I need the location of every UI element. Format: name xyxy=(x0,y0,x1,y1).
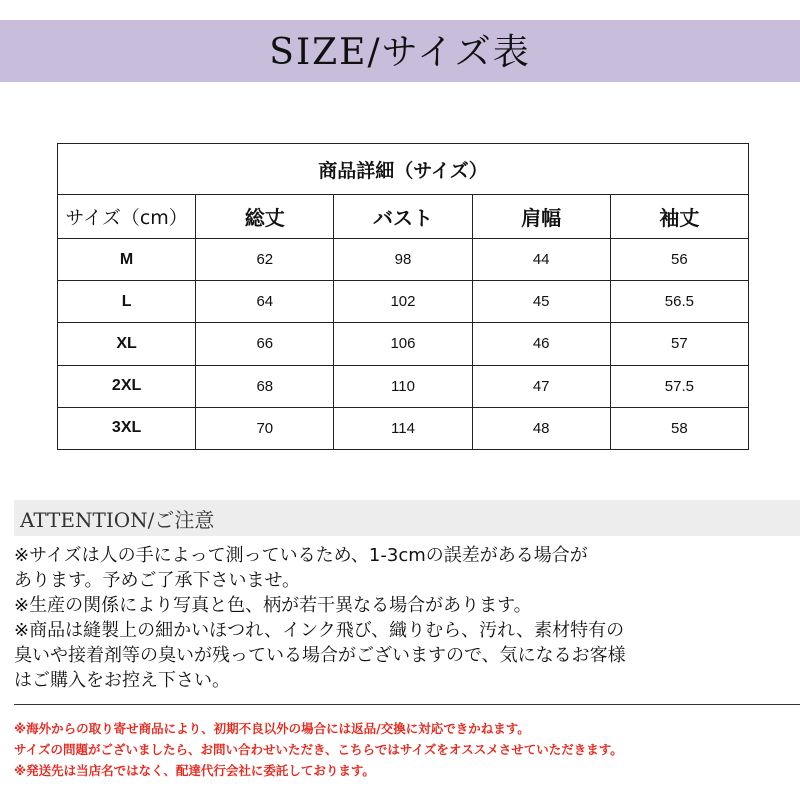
sleeve-value: 58 xyxy=(610,407,748,449)
bust-value: 102 xyxy=(334,281,472,323)
note-line: はご購入をお控え下さい。 xyxy=(14,670,230,691)
size-label: M xyxy=(58,239,196,281)
length-value: 70 xyxy=(196,407,334,449)
note-line: ※生産の関係により写真と色、柄が若干異なる場合があります。 xyxy=(14,595,532,616)
table-row xyxy=(58,323,749,365)
table-caption: 商品詳細（サイズ） xyxy=(58,144,749,195)
size-label: L xyxy=(58,281,196,323)
header-shoulder: 肩幅 xyxy=(472,195,610,239)
sleeve-value: 56.5 xyxy=(610,281,748,323)
size-table xyxy=(57,143,749,450)
warning-line: サイズの問題がございましたら、お問い合わせいただき、こちらではサイズをオススメさせていただきます。 xyxy=(14,742,623,757)
length-value: 64 xyxy=(196,281,334,323)
attention-notes xyxy=(14,543,800,693)
table-row xyxy=(58,239,749,281)
table-row xyxy=(58,365,749,407)
bust-value: 106 xyxy=(334,323,472,365)
shoulder-value: 45 xyxy=(472,281,610,323)
divider xyxy=(14,704,800,706)
sleeve-value: 57 xyxy=(610,323,748,365)
table-row xyxy=(58,407,749,449)
bust-value: 110 xyxy=(334,365,472,407)
length-value: 66 xyxy=(196,323,334,365)
size-label: XL xyxy=(58,323,196,365)
shoulder-value: 48 xyxy=(472,407,610,449)
shoulder-value: 44 xyxy=(472,239,610,281)
header-sleeve: 袖丈 xyxy=(610,195,748,239)
size-label: 3XL xyxy=(58,407,196,449)
length-value: 62 xyxy=(196,239,334,281)
sleeve-value: 56 xyxy=(610,239,748,281)
shoulder-value: 46 xyxy=(472,323,610,365)
note-line: ※サイズは人の手によって測っているため、1-3cmの誤差がある場合が xyxy=(14,545,588,566)
header-bust: バスト xyxy=(334,195,472,239)
sleeve-value: 57.5 xyxy=(610,365,748,407)
warning-notes xyxy=(14,718,800,781)
table-row xyxy=(58,281,749,323)
size-label: 2XL xyxy=(58,365,196,407)
note-line: ※商品は縫製上の細かいほつれ、インク飛び、織りむら、汚れ、素材特有の xyxy=(14,620,625,641)
bust-value: 114 xyxy=(334,407,472,449)
page-title: SIZE/サイズ表 xyxy=(269,32,531,73)
warning-line: ※海外からの取り寄せ商品により、初期不良以外の場合には返品/交換に対応できかねます。 xyxy=(14,721,530,736)
header-length: 総丈 xyxy=(196,195,334,239)
note-line: あります。予めご了承下さいませ。 xyxy=(14,570,301,591)
warning-line: ※発送先は当店名ではなく、配達代行会社に委託しております。 xyxy=(14,763,375,778)
bust-value: 98 xyxy=(334,239,472,281)
table-header-row xyxy=(58,195,749,239)
attention-title: ATTENTION/ご注意 xyxy=(20,508,215,532)
header-size: サイズ（cm） xyxy=(58,195,196,239)
length-value: 68 xyxy=(196,365,334,407)
shoulder-value: 47 xyxy=(472,365,610,407)
note-line: 臭いや接着剤等の臭いが残っている場合がございますので、気になるお客様 xyxy=(14,645,626,666)
